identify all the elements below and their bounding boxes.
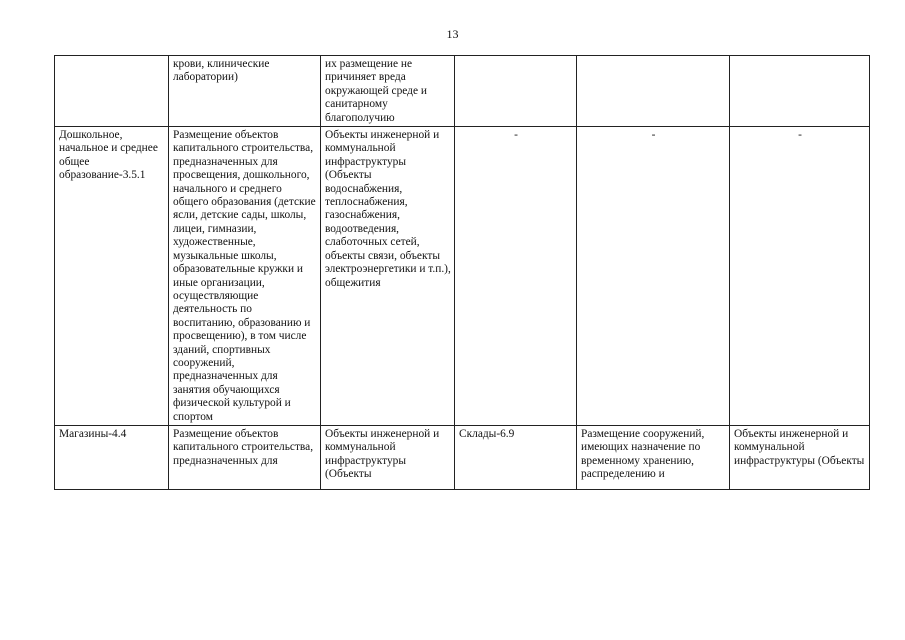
table-cell-conditional-use-type: - bbox=[455, 127, 577, 426]
table-row bbox=[55, 425, 870, 489]
table-cell-conditional-description: - bbox=[577, 127, 730, 426]
table-cell-use-type: Дошкольное, начальное и среднее общее образование-3.5.1 bbox=[55, 127, 169, 426]
table-cell-description: крови, клинические лаборатории) bbox=[169, 56, 321, 127]
table-cell-conditional-description bbox=[577, 56, 730, 127]
table-cell-conditional-auxiliary: Объекты инженерной и коммунальной инфраструктуры (Объекты bbox=[730, 425, 870, 489]
table-cell-conditional-use-type bbox=[455, 56, 577, 127]
table-cell-conditional-description: Размещение сооружений, имеющих назначение по временному хранению, распределению и bbox=[577, 425, 730, 489]
table-cell-auxiliary-objects: Объекты инженерной и коммунальной инфраструктуры (Объекты bbox=[321, 425, 455, 489]
table-row bbox=[55, 56, 870, 127]
table-cell-conditional-use-type: Склады-6.9 bbox=[455, 425, 577, 489]
table-cell-conditional-auxiliary bbox=[730, 56, 870, 127]
table-cell-auxiliary-objects: Объекты инженерной и коммунальной инфраструктуры (Объекты водоснабжения, теплоснабжения, газоснабжения, водоотведения, слаботочных сетей, объекты связи, объекты электроэнергетики и т.п.), общежития bbox=[321, 127, 455, 426]
table-cell-description: Размещение объектов капитального строительства, предназначенных для bbox=[169, 425, 321, 489]
page-number: 13 bbox=[446, 27, 459, 41]
table-cell-auxiliary-objects: их размещение не причиняет вреда окружающей среде и санитарному благополучию bbox=[321, 56, 455, 127]
land-use-table bbox=[54, 55, 870, 490]
table-cell-use-type bbox=[55, 56, 169, 127]
table-cell-description: Размещение объектов капитального строительства, предназначенных для просвещения, дошкольного, начального и среднего общего образования (детские ясли, детские сады, школы, лицеи, гимназии, художественные, музыкальные школы, образовательные кружки и иные организации, осуществляющие деятельность по воспитанию, образованию и просвещению), в том числе зданий, спортивных сооружений, предназначенных для занятия обучающихся физической культурой и спортом bbox=[169, 127, 321, 426]
table-cell-conditional-auxiliary: - bbox=[730, 127, 870, 426]
table-cell-use-type: Магазины-4.4 bbox=[55, 425, 169, 489]
table-row bbox=[55, 127, 870, 426]
